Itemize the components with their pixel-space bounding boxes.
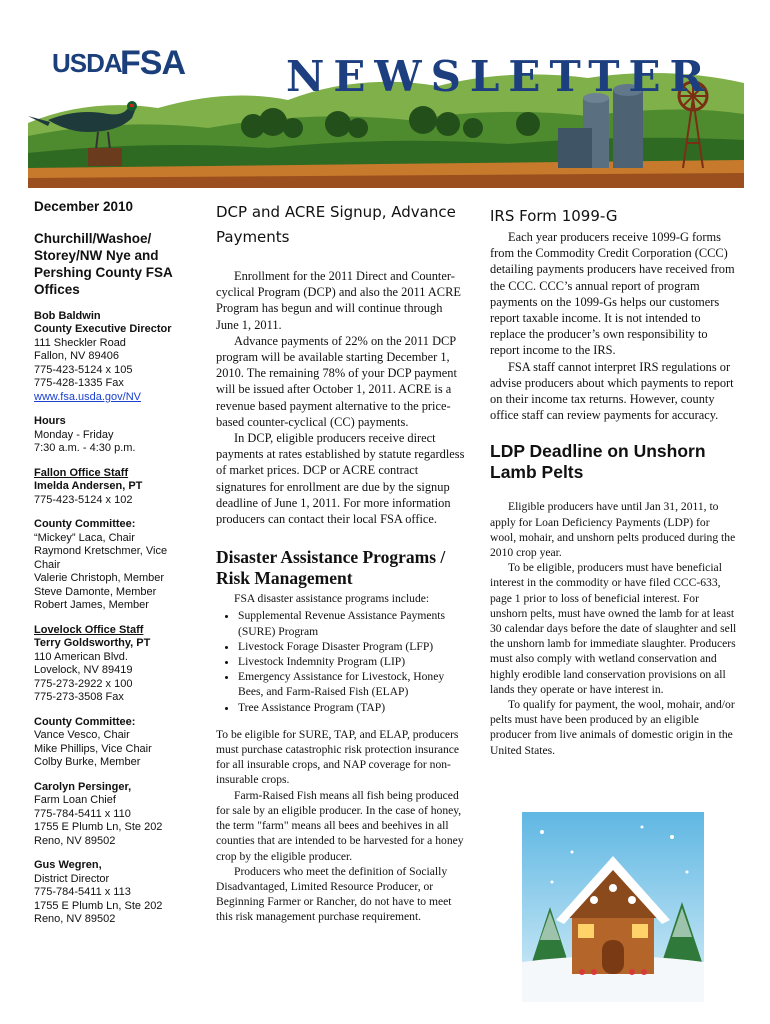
district-director-contact [34,859,194,927]
usda-logo: USDA [52,48,122,78]
committee-member: Raymond Kretschmer, Vice Chair [34,545,168,571]
committee-member: Steve Damonte, Member [34,585,157,598]
list-item: • Tree Assistance Program (TAP) [238,700,468,715]
fallon-office [34,467,194,508]
committee1-label: County Committee: [34,518,136,530]
disaster-intro: FSA disaster assistance programs include: [234,592,430,606]
ldp-paragraph-1: Eligible producers have until Jan 31, 2011, to apply for Loan Deficiency Payments (LDP) for wool, mohair, and unshorn pelts produced during the 2010 crop year. [490,500,736,560]
hours-label: Hours [34,415,66,427]
lovelock-phone: 775-273-2922 x 100 [34,677,133,690]
director-contact [34,310,194,405]
issue-date: December 2010 [34,199,134,214]
committee-member: Robert James, Member [34,599,149,611]
ldp-paragraph-3: To qualify for payment, the wool, mohair, and/or pelts must have been produced by an eligible producer from live animals of domestic origin in the United States. [490,698,735,757]
newsletter-banner [28,28,744,188]
fsa-logo: FSA [120,44,185,82]
disaster-program-list [216,608,468,714]
fallon-staff-name: Imelda Andersen, PT [34,480,143,492]
list-item: • Emergency Assistance for Livestock, Honey Bees, and Farm-Raised Fish (ELAP) [238,669,468,699]
persinger-address1: 1755 E Plumb Ln, Ste 202 [34,821,163,833]
committee-member: Valerie Christoph, Member [34,572,165,584]
committee-member: “Mickey” Laca, Chair [34,531,135,544]
wegren-name: Gus Wegren, [34,859,102,871]
persinger-name: Carolyn Persinger, [34,780,132,793]
office-hours [34,415,194,456]
director-fax: 775-428-1335 Fax [34,377,124,389]
disaster-paragraph-3: Producers who meet the definition of Socially Disadvantaged, Limited Resource Producer, or Beginning Farmer or Rancher, do not have to meet this risk management purchase requirement. [216,864,452,924]
lovelock-staff-name: Terry Goldsworthy, PT [34,637,151,649]
persinger-phone: 775-784-5411 x 110 [34,807,131,820]
committee-member: Mike Phillips, Vice Chair [34,742,152,755]
newsletter-title: NEWSLETTER [286,52,714,101]
dcp-heading: DCP and ACRE Signup, Advance Payments [216,203,456,246]
wegren-address1: 1755 E Plumb Ln, Ste 202 [34,899,163,912]
dcp-paragraph-3: In DCP, eligible producers receive direct payments at rates established by statute regardless of market prices. DCP or ACRE contract signatures for enrollment are due by the signup deadline of June 1, 2011. For more information producers can contact their local FSA office. [216,431,465,527]
persinger-address2: Reno, NV 89502 [34,834,116,847]
farm-loan-contact [34,781,194,849]
disaster-paragraph-1: To be eligible for SURE, TAP, and ELAP, producers must purchase catastrophic risk protection insurance for all insurable crops, and NAP coverage for non-insurable crops. [216,727,460,787]
website-link[interactable]: www.fsa.usda.gov/NV [34,390,141,403]
director-role: County Executive Director [34,323,172,335]
fallon-label: Fallon Office Staff [34,466,129,479]
irs-paragraph-2: FSA staff cannot interpret IRS regulations or advise producers about which payments to report on their income tax returns. However, county office staff can review payments for accuracy. [490,359,734,423]
list-item: • Supplemental Revenue Assistance Payments (SURE) Program [238,608,468,638]
wegren-role: District Director [34,872,110,885]
dcp-paragraph-1: Enrollment for the 2011 Direct and Counter-cyclical Program (DCP) and also the 2011 ACRE Program has begun and will continue through June 1, 2011. [216,269,461,332]
wegren-phone: 775-784-5411 x 113 [34,886,131,898]
lovelock-address1: 110 American Blvd. [34,650,128,663]
committee2-label: County Committee: [34,715,136,728]
disaster-heading: Disaster Assistance Programs / Risk Management [216,547,446,589]
wegren-address2: Reno, NV 89502 [34,913,116,925]
lovelock-label: Lovelock Office Staff [34,623,144,636]
county-committee-1 [34,518,194,613]
list-item: • Livestock Indemnity Program (LIP) [238,654,468,669]
column-right [490,200,738,758]
director-name: Bob Baldwin [34,309,101,322]
county-committee-2 [34,716,194,770]
dcp-paragraph-2: Advance payments of 22% on the 2011 DCP program will be available starting December 1, 2010. The remaining 78% of your DCP payment will be issued after October 1, 2011. ACRE is a revenue based payment alternative to the price-based counter-cyclical (CC) payments. [216,333,457,429]
sidebar-contacts [34,200,194,938]
lovelock-address2: Lovelock, NV 89419 [34,664,133,676]
ldp-paragraph-2: To be eligible, producers must have beneficial interest in the commodity or have filed CCC-633, page 1 prior to loss of beneficial interest. For unshorn pelts, must have owned the lamb for at least 30 calendar days before the date of slaughter and sell the unshorn lamb for immediate slaughter. Producers must also comply with wetland conservation and highly erodible land conservation provisions on all lands they operate or have interest in. [490,561,737,696]
persinger-role: Farm Loan Chief [34,794,116,806]
irs-heading: IRS Form 1099-G [490,207,618,225]
office-title: Churchill/Washoe/ Storey/NW Nye and Pershing County FSA Offices [34,230,173,297]
director-address1: 111 Sheckler Road [34,336,126,349]
committee-member: Vance Vesco, Chair [34,729,130,741]
hours-days: Monday - Friday [34,428,114,441]
ldp-heading: LDP Deadline on Unshorn Lamb Pelts [490,441,706,483]
list-item: • Livestock Forage Disaster Program (LFP) [238,639,468,654]
committee-member: Colby Burke, Member [34,756,141,768]
director-phone: 775-423-5124 x 105 [34,363,133,376]
irs-paragraph-1: Each year producers receive 1099-G forms from the Commodity Credit Corporation (CCC) detailing payments producers have received from the CCC. CCC’s annual report of program payments on the 1099-Gs helps our customers report taxable income. It is not intended to replace the producer’s own responsibility to report income to the IRS. [490,230,735,358]
disaster-paragraph-2: Farm-Raised Fish means all fish being produced for sale by an eligible producer. In the case of honey, the term "farm" means all bees and beehives in all counties that are intended to be harvested for a honey crop by the eligible producer. [216,788,464,863]
hours-times: 7:30 a.m. - 4:30 p.m. [34,442,136,454]
director-address2: Fallon, NV 89406 [34,350,119,362]
column-middle [216,200,468,925]
fallon-phone: 775-423-5124 x 102 [34,493,133,506]
lovelock-office [34,624,194,705]
lovelock-fax: 775-273-3508 Fax [34,691,124,703]
gingerbread-house-image [522,812,704,1002]
